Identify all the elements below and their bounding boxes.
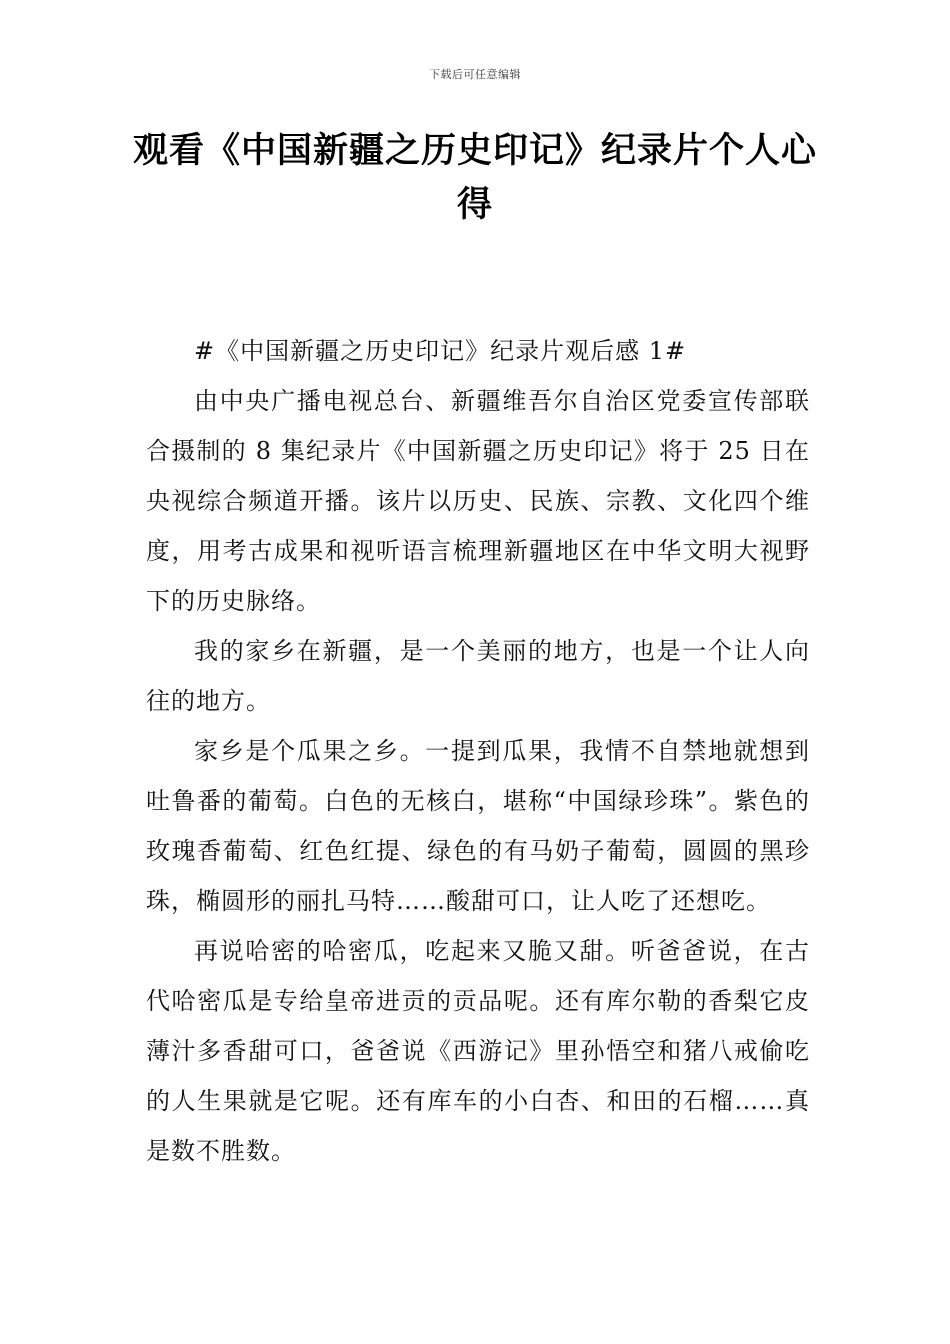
header-note: 下载后可任意编辑 xyxy=(429,68,521,81)
section-heading: #《中国新疆之历史印记》纪录片观后感 1# xyxy=(194,337,687,365)
document-title: 观看《中国新疆之历史印记》纪录片个人心得 xyxy=(132,131,817,225)
document-body xyxy=(146,326,810,1176)
paragraph: 再说哈密的哈密瓜，吃起来又脆又甜。听爸爸说，在古代哈密瓜是专给皇帝进贡的贡品呢。还有库尔勒的香梨它皮薄汁多香甜可口，爸爸说《西游记》里孙悟空和猪八戒偷吃的人生果就是它呢。还有库车的小白杏、和田的石榴……真是数不胜数。 xyxy=(146,937,810,1165)
paragraph: 由中央广播电视总台、新疆维吾尔自治区党委宣传部联合摄制的 8 集纪录片《中国新疆之历史印记》将于 25 日在央视综合频道开播。该片以历史、民族、宗教、文化四个维度，用考古成果和视听语言梳理新疆地区在中华文明大视野下的历史脉络。 xyxy=(146,387,810,615)
paragraph: 家乡是个瓜果之乡。一提到瓜果，我情不自禁地就想到吐鲁番的葡萄。白色的无核白，堪称“中国绿珍珠”。紫色的玫瑰香葡萄、红色红提、绿色的有马奶子葡萄，圆圆的黑珍珠，椭圆形的丽扎马特……酸甜可口，让人吃了还想吃。 xyxy=(146,737,810,915)
paragraph: 我的家乡在新疆，是一个美丽的地方，也是一个让人向往的地方。 xyxy=(146,637,810,715)
